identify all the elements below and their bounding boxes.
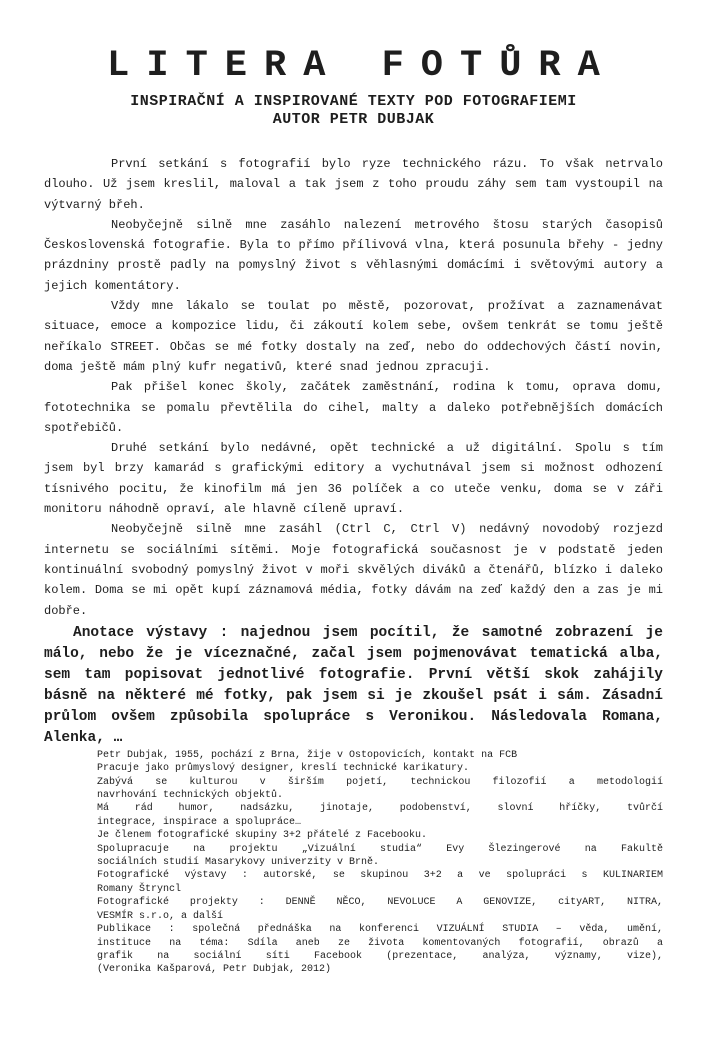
document-page — [0, 46, 707, 1046]
bio-line: navrhování technických objektů. — [97, 790, 284, 802]
bio-line: integrace, inspirace a spolupráce… — [97, 816, 302, 828]
bio-line: Zabývá se kulturou v širším pojetí, technickou filozofií a metodologií — [97, 776, 663, 788]
bio-section — [97, 749, 663, 977]
page-author: AUTOR PETR DUBJAK — [272, 111, 435, 128]
body-text-line: dlouho. Už jsem kreslil, maloval a tak jsem z toho proudu záhy sem tam vystoupil na — [44, 177, 663, 192]
body-text-line: situace, emoce a kompozice lidu, či zákoutí kolem sebe, ovšem tenkrát se tomu ještě — [44, 319, 663, 334]
annotation-paragraph — [44, 623, 663, 749]
body-text-line: tísnivého pocitu, že kinofilm má jen 36 políček a co uteče venku, doma se v záři — [44, 481, 663, 496]
bio-line: Spolupracuje na projektu „Vizuální studia“ Evy Šlezingerové na Fakultě — [97, 843, 663, 855]
body-text-line: fototechnika se pomalu převtělila do cihel, malty a daleko potřebnějších domácích — [44, 400, 663, 415]
bio-line: instituce na téma: Sdíla aneb ze života komentovaných fotografií, obrazů a — [97, 937, 663, 949]
page-subtitle: INSPIRAČNÍ A INSPIROVANÉ TEXTY POD FOTOGRAFIEMI — [130, 93, 577, 110]
body-text-line: výtvarný břeh. — [44, 197, 145, 212]
bio-line: VESMÍR s.r.o, a další — [97, 910, 224, 922]
body-text-line: jejich komentátory. — [44, 278, 181, 293]
body-text-line: Druhé setkání bylo nedávné, opět technické a už digitální. Spolu s tím — [111, 441, 663, 456]
bio-line: Fotografické projekty : DENNĚ NĚCO, NEVOLUCE A GENOVIZE, cityART, NITRA, — [97, 897, 663, 909]
body-text-line: kolem. Doma se mi opět kupí záznamová média, fotky dávám na zeď každý den a zas je mi — [44, 583, 663, 598]
body-text-line: Vždy mne lákalo se toulat po městě, pozorovat, prožívat a zaznamenávat — [111, 299, 663, 314]
bio-line: Má rád humor, nadsázku, jinotaje, podobenství, slovní hříčky, tvůrčí — [97, 803, 663, 815]
body-text-line: internetu se sociálními sítěmi. Moje fotografická současnost je v podstatě jeden — [44, 542, 663, 557]
body-text-line: Československá fotografie. Byla to přímo přílivová vlna, která posunula břehy - jedny — [44, 238, 663, 253]
body-text-line: doma ještě mám plný kufr negativů, které snad jednou zpracuji. — [44, 359, 491, 374]
annotation-line: básně na některé mé fotky, pak jsem si je zkoušel psát i sám. Zásadní — [44, 687, 663, 704]
bio-line: sociálních studií Masarykovy univerzity v Brně. — [97, 857, 380, 869]
annotation-line: málo, nebo že je víceznačné, začal jsem pojmenovávat tematická alba, — [44, 645, 663, 662]
annotation-line: Anotace výstavy : najednou jsem pocítil, že samotné zobrazení je — [73, 624, 663, 641]
bio-line: Pracuje jako průmyslový designer, kreslí technické karikatury. — [97, 763, 470, 775]
body-text-line: kontinuální svobodný pomyslný život v moři skvělých diváků a čtenářů, blízko i daleko — [44, 562, 663, 577]
bio-line: Fotografické výstavy : autorské, se skupinou 3+2 a ve spolupráci s KULINARIEM — [97, 870, 663, 882]
body-text-line: spotřebičů. — [44, 420, 124, 435]
body-text-line: Pak přišel konec školy, začátek zaměstnání, rodina k tomu, oprava domu, — [111, 380, 663, 395]
body-text-line: prázdniny prostě padly na pomyslný život s věhlasnými domácími i světovými autory a — [44, 258, 663, 273]
bio-line: Je členem fotografické skupiny 3+2 přátelé z Facebooku. — [97, 830, 428, 842]
bio-line: Petr Dubjak, 1955, pochází z Brna, žije v Ostopovicích, kontakt na FCB — [97, 749, 518, 761]
bio-line: grafik na sociální síti Facebook (prezentace, analýza, významy, vize), — [97, 950, 663, 962]
annotation-line: Alenka, … — [44, 729, 123, 746]
body-text-line: neříkalo STREET. Občas se mé fotky dostaly na zeď, nebo do oddechových částí novin, — [44, 339, 663, 354]
body-text-line: Neobyčejně silně mne zasáhlo nalezení metrového štosu starých časopisů — [111, 217, 663, 232]
annotation-line: průlom ovšem způsobila spolupráce s Veronikou. Následovala Romana, — [44, 708, 663, 725]
body-text-line: První setkání s fotografií bylo ryze technického rázu. To však netrvalo — [111, 157, 663, 171]
body-text-line: Neobyčejně silně mne zasáhl (Ctrl C, Ctrl V) nedávný novodobý rozjezd — [111, 522, 663, 537]
page-title: LITERA FOTŮRA — [107, 45, 617, 87]
bio-line: Romany Štryncl — [97, 883, 182, 895]
bio-line: (Veronika Kašparová, Petr Dubjak, 2012) — [97, 964, 332, 976]
bio-line: Publikace : společná přednáška na konferenci VIZUÁLNÍ STUDIA – věda, umění, — [97, 924, 663, 936]
body-text-line: monitoru náhodně opraví, ale hlavně cíleně upraví. — [44, 502, 405, 517]
body-text-line: jsem byl brzy kamarád s grafickými editory a vychutnával jsem si možnost odhození — [44, 461, 663, 476]
body-text-line: dobře. — [44, 603, 88, 618]
annotation-line: sem tam popisovat jednotlivé fotografie. První větší skok zahájily — [44, 666, 663, 683]
body-text — [44, 154, 663, 621]
